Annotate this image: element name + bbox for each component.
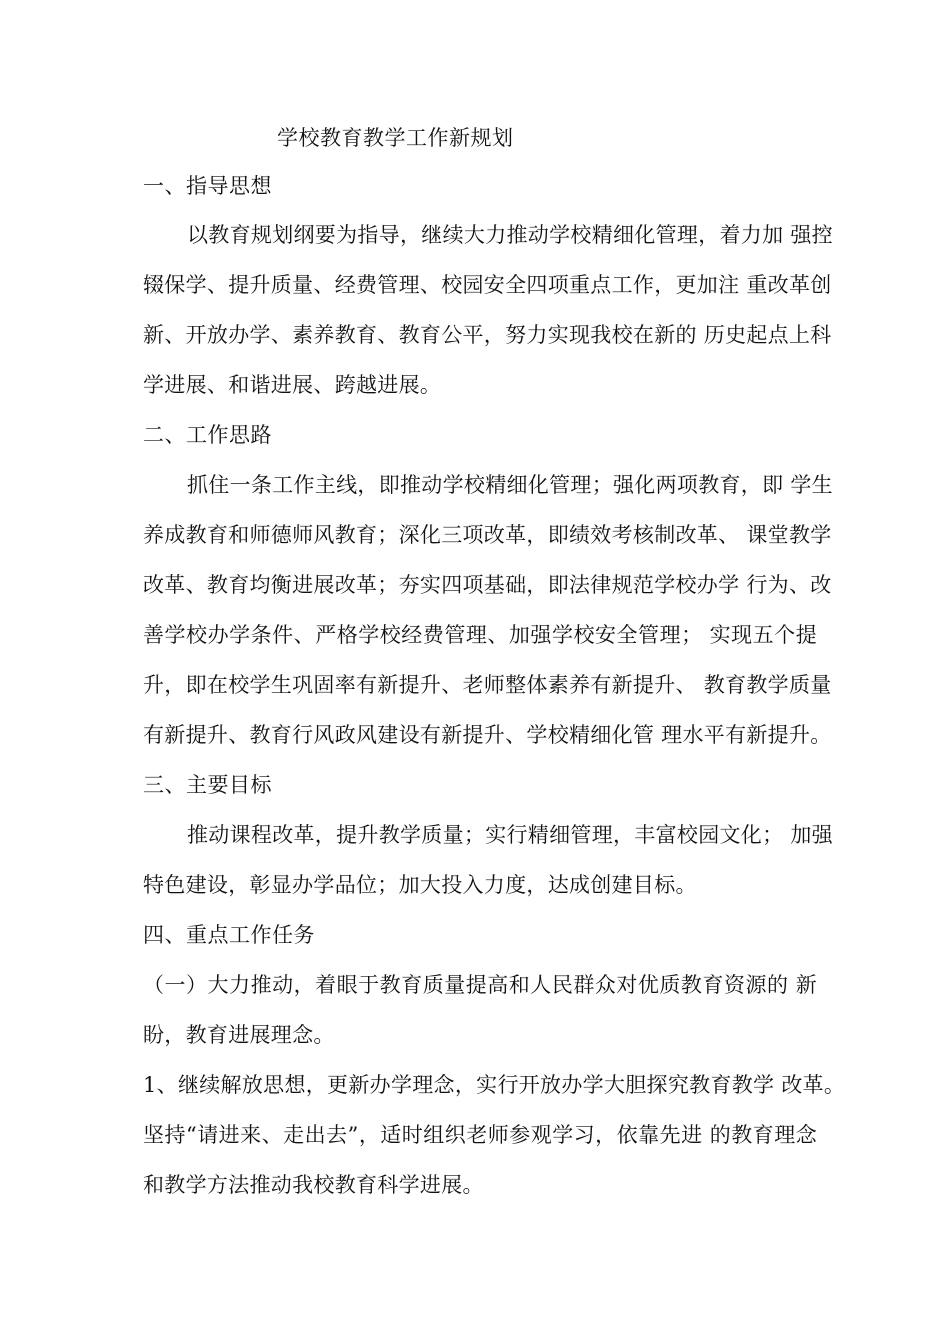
paragraph-line: 以教育规划纲要为指导，继续大力推动学校精细化管理，着力加 强控 [187,223,833,247]
paragraph-line: （一）大力推动，着眼于教育质量提高和人民群众对优质教育资源的 新 [143,973,817,997]
section-heading-1: 一、指导思想 [143,174,272,198]
paragraph-line: 养成教育和师德师风教育；深化三项改革，即绩效考核制改革、 课堂教学 [143,523,832,547]
section-heading-2: 二、工作思路 [143,423,272,447]
paragraph-line: 推动课程改革，提升教学质量；实行精细管理，丰富校园文化； 加强 [187,823,833,847]
paragraph-line: 善学校办学条件、严格学校经费管理、加强学校安全管理； 实现五个提 [143,623,817,647]
paragraph-line: 抓住一条工作主线，即推动学校精细化管理；强化两项教育，即 学生 [187,473,833,497]
paragraph-line: 学进展、和谐进展、跨越进展。 [143,373,442,397]
paragraph-line: 坚持“请进来、走出去”，适时组织老师参观学习，依靠先进 的教育理念 [143,1123,817,1147]
section-heading-4: 四、重点工作任务 [143,923,315,947]
paragraph-line: 和教学方法推动我校教育科学进展。 [143,1173,484,1197]
section-heading-3: 三、主要目标 [143,773,272,797]
paragraph-line: 1、继续解放思想，更新办学理念，实行开放办学大胆探究教育教学 改革。 [143,1073,846,1097]
paragraph-line: 辍保学、提升质量、经费管理、校园安全四项重点工作，更加注 重改革创 [143,273,832,297]
paragraph-line: 盼，教育进展理念。 [143,1023,335,1047]
paragraph-line: 特色建设，彰显办学品位；加大投入力度，达成创建目标。 [143,873,697,897]
document-title: 学校教育教学工作新规划 [277,126,514,150]
paragraph-line: 升，即在校学生巩固率有新提升、老师整体素养有新提升、 教育教学质量 [143,673,832,697]
paragraph-line: 新、开放办学、素养教育、教育公平，努力实现我校在新的 历史起点上科 [143,323,832,347]
paragraph-line: 有新提升、教育行风政风建设有新提升、学校精细化管 理水平有新提升。 [143,723,832,747]
paragraph-line: 改革、教育均衡进展改革；夯实四项基础，即法律规范学校办学 行为、改 [143,573,832,597]
